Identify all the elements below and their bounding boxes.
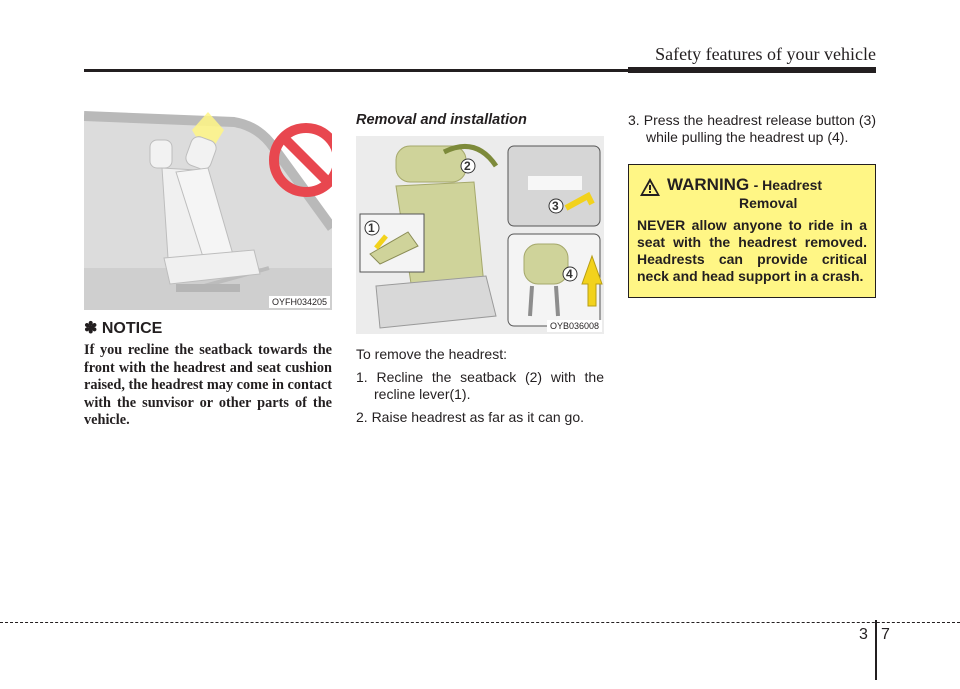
- warning-triangle-icon: [639, 177, 661, 197]
- warning-subtitle: - Headrest: [753, 177, 823, 193]
- figure-code-label: OYFH034205: [269, 296, 330, 308]
- headrest-removal-illustration: [356, 136, 604, 334]
- removal-intro: To remove the headrest:: [356, 346, 507, 362]
- chapter-number: 3: [859, 626, 868, 643]
- callout-3: 3: [552, 199, 559, 213]
- removal-step-2: 2. Raise headrest as far as it can go.: [356, 409, 585, 425]
- figure-headrest-removal: [356, 136, 604, 334]
- notice-body: If you recline the seatback towards the front with the headrest and seat cushion raised, the headrest may come in contact with the sunvisor or other parts of the vehicle.: [84, 342, 332, 428]
- callout-1: 1: [368, 221, 375, 235]
- footer-rule: [0, 622, 960, 623]
- column-2: [356, 108, 604, 426]
- warning-text: NEVER allow anyone to ride in a seat with the headrest removed. Headrests can provide critical neck and head support in a crash.: [637, 217, 867, 284]
- warning-header: [637, 175, 867, 211]
- section-subtitle: Removal and installation: [356, 112, 527, 128]
- callout-2: 2: [464, 159, 471, 173]
- warning-title: WARNING: [667, 175, 750, 194]
- figure-seat-sunvisor: [84, 108, 332, 310]
- notice-title: ✽ NOTICE: [84, 320, 163, 337]
- header-rule-accent: [628, 67, 876, 73]
- column-1: [84, 108, 332, 430]
- page-number: 7: [881, 626, 890, 643]
- seat-sunvisor-illustration: [84, 108, 332, 310]
- callout-4: 4: [566, 267, 573, 281]
- removal-step-1: 1. Recline the seatback (2) with the recline lever(1).: [356, 369, 604, 402]
- removal-step-3: 3. Press the headrest release button (3) while pulling the headrest up (4).: [628, 112, 876, 145]
- warning-subtitle-2: Removal: [739, 195, 798, 211]
- figure-code-label: OYB036008: [547, 320, 602, 332]
- warning-box: [628, 164, 876, 298]
- column-3: [628, 108, 876, 298]
- page-header-title: Safety features of your vehicle: [655, 44, 876, 64]
- footer-divider: [875, 620, 877, 680]
